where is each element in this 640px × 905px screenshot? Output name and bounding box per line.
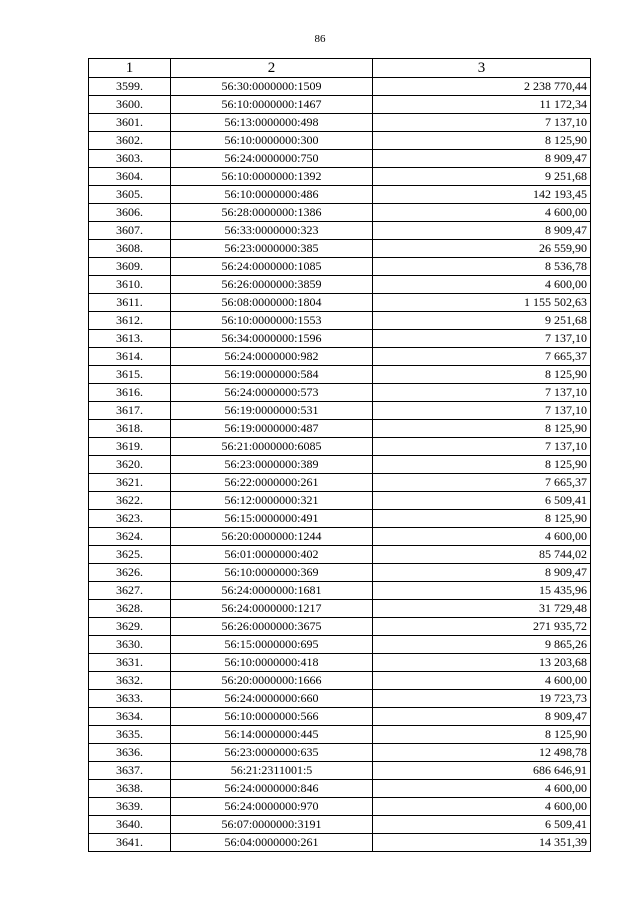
table-row — [89, 150, 591, 168]
cadastral-number-cell: 56:14:0000000:445 — [171, 726, 373, 744]
cadastral-number-cell: 56:23:0000000:385 — [171, 240, 373, 258]
value-cell: 8 125,90 — [373, 510, 591, 528]
table-row — [89, 672, 591, 690]
cadastral-number-cell: 56:04:0000000:261 — [171, 834, 373, 852]
cadastral-number-cell: 56:24:0000000:846 — [171, 780, 373, 798]
table-row — [89, 294, 591, 312]
cadastral-number-cell: 56:10:0000000:300 — [171, 132, 373, 150]
value-cell: 8 125,90 — [373, 456, 591, 474]
cadastral-number-cell: 56:07:0000000:3191 — [171, 816, 373, 834]
table-row — [89, 168, 591, 186]
cadastral-number-cell: 56:30:0000000:1509 — [171, 78, 373, 96]
table-row — [89, 528, 591, 546]
row-number-cell: 3639. — [89, 798, 171, 816]
data-table — [88, 58, 591, 852]
value-cell: 4 600,00 — [373, 672, 591, 690]
value-cell: 7 665,37 — [373, 348, 591, 366]
value-cell: 4 600,00 — [373, 780, 591, 798]
cadastral-number-cell: 56:15:0000000:491 — [171, 510, 373, 528]
row-number-cell: 3634. — [89, 708, 171, 726]
row-number-cell: 3631. — [89, 654, 171, 672]
row-number-cell: 3620. — [89, 456, 171, 474]
row-number-cell: 3638. — [89, 780, 171, 798]
row-number-cell: 3632. — [89, 672, 171, 690]
row-number-cell: 3636. — [89, 744, 171, 762]
cadastral-number-cell: 56:24:0000000:970 — [171, 798, 373, 816]
table-row — [89, 456, 591, 474]
cadastral-number-cell: 56:13:0000000:498 — [171, 114, 373, 132]
row-number-cell: 3604. — [89, 168, 171, 186]
value-cell: 4 600,00 — [373, 528, 591, 546]
cadastral-number-cell: 56:23:0000000:635 — [171, 744, 373, 762]
value-cell: 7 137,10 — [373, 402, 591, 420]
table-header-row — [89, 59, 591, 78]
row-number-cell: 3612. — [89, 312, 171, 330]
table-row — [89, 96, 591, 114]
cadastral-number-cell: 56:24:0000000:1217 — [171, 600, 373, 618]
cadastral-number-cell: 56:24:0000000:982 — [171, 348, 373, 366]
table-row — [89, 258, 591, 276]
value-cell: 6 509,41 — [373, 492, 591, 510]
column-header-3: 3 — [373, 59, 591, 78]
value-cell: 7 137,10 — [373, 438, 591, 456]
cadastral-number-cell: 56:10:0000000:486 — [171, 186, 373, 204]
table-row — [89, 204, 591, 222]
row-number-cell: 3625. — [89, 546, 171, 564]
cadastral-number-cell: 56:28:0000000:1386 — [171, 204, 373, 222]
table-row — [89, 114, 591, 132]
table-row — [89, 240, 591, 258]
value-cell: 7 665,37 — [373, 474, 591, 492]
cadastral-number-cell: 56:24:0000000:1085 — [171, 258, 373, 276]
table-row — [89, 762, 591, 780]
value-cell: 8 909,47 — [373, 222, 591, 240]
table-row — [89, 654, 591, 672]
cadastral-number-cell: 56:24:0000000:750 — [171, 150, 373, 168]
table-row — [89, 222, 591, 240]
row-number-cell: 3621. — [89, 474, 171, 492]
table-row — [89, 276, 591, 294]
table-row — [89, 582, 591, 600]
value-cell: 8 125,90 — [373, 366, 591, 384]
table-row — [89, 600, 591, 618]
row-number-cell: 3606. — [89, 204, 171, 222]
value-cell: 8 909,47 — [373, 708, 591, 726]
table-row — [89, 312, 591, 330]
value-cell: 8 125,90 — [373, 726, 591, 744]
row-number-cell: 3601. — [89, 114, 171, 132]
row-number-cell: 3640. — [89, 816, 171, 834]
table-row — [89, 618, 591, 636]
row-number-cell: 3619. — [89, 438, 171, 456]
row-number-cell: 3609. — [89, 258, 171, 276]
value-cell: 8 909,47 — [373, 150, 591, 168]
cadastral-number-cell: 56:20:0000000:1666 — [171, 672, 373, 690]
cadastral-number-cell: 56:10:0000000:566 — [171, 708, 373, 726]
cadastral-number-cell: 56:20:0000000:1244 — [171, 528, 373, 546]
cadastral-number-cell: 56:22:0000000:261 — [171, 474, 373, 492]
table-row — [89, 816, 591, 834]
row-number-cell: 3633. — [89, 690, 171, 708]
row-number-cell: 3608. — [89, 240, 171, 258]
cadastral-number-cell: 56:21:0000000:6085 — [171, 438, 373, 456]
value-cell: 31 729,48 — [373, 600, 591, 618]
value-cell: 4 600,00 — [373, 798, 591, 816]
row-number-cell: 3627. — [89, 582, 171, 600]
row-number-cell: 3616. — [89, 384, 171, 402]
table-row — [89, 402, 591, 420]
cadastral-number-cell: 56:24:0000000:1681 — [171, 582, 373, 600]
value-cell: 9 251,68 — [373, 168, 591, 186]
row-number-cell: 3637. — [89, 762, 171, 780]
table-row — [89, 474, 591, 492]
cadastral-number-cell: 56:10:0000000:1553 — [171, 312, 373, 330]
table-row — [89, 384, 591, 402]
row-number-cell: 3610. — [89, 276, 171, 294]
row-number-cell: 3613. — [89, 330, 171, 348]
cadastral-number-cell: 56:10:0000000:1467 — [171, 96, 373, 114]
table-row — [89, 510, 591, 528]
value-cell: 15 435,96 — [373, 582, 591, 600]
table-row — [89, 798, 591, 816]
row-number-cell: 3615. — [89, 366, 171, 384]
value-cell: 271 935,72 — [373, 618, 591, 636]
table-row — [89, 690, 591, 708]
table-row — [89, 348, 591, 366]
row-number-cell: 3617. — [89, 402, 171, 420]
table-row — [89, 492, 591, 510]
cadastral-number-cell: 56:26:0000000:3859 — [171, 276, 373, 294]
table-row — [89, 546, 591, 564]
cadastral-number-cell: 56:19:0000000:531 — [171, 402, 373, 420]
value-cell: 142 193,45 — [373, 186, 591, 204]
value-cell: 14 351,39 — [373, 834, 591, 852]
value-cell: 7 137,10 — [373, 114, 591, 132]
row-number-cell: 3599. — [89, 78, 171, 96]
table-row — [89, 366, 591, 384]
value-cell: 11 172,34 — [373, 96, 591, 114]
row-number-cell: 3607. — [89, 222, 171, 240]
row-number-cell: 3635. — [89, 726, 171, 744]
value-cell: 19 723,73 — [373, 690, 591, 708]
row-number-cell: 3611. — [89, 294, 171, 312]
column-header-1: 1 — [89, 59, 171, 78]
cadastral-number-cell: 56:19:0000000:487 — [171, 420, 373, 438]
table-row — [89, 780, 591, 798]
cadastral-number-cell: 56:01:0000000:402 — [171, 546, 373, 564]
cadastral-number-cell: 56:23:0000000:389 — [171, 456, 373, 474]
row-number-cell: 3622. — [89, 492, 171, 510]
value-cell: 1 155 502,63 — [373, 294, 591, 312]
value-cell: 7 137,10 — [373, 330, 591, 348]
value-cell: 8 909,47 — [373, 564, 591, 582]
row-number-cell: 3626. — [89, 564, 171, 582]
value-cell: 4 600,00 — [373, 276, 591, 294]
table-row — [89, 744, 591, 762]
table-row — [89, 132, 591, 150]
value-cell: 2 238 770,44 — [373, 78, 591, 96]
row-number-cell: 3603. — [89, 150, 171, 168]
cadastral-number-cell: 56:33:0000000:323 — [171, 222, 373, 240]
value-cell: 8 536,78 — [373, 258, 591, 276]
value-cell: 6 509,41 — [373, 816, 591, 834]
cadastral-number-cell: 56:19:0000000:584 — [171, 366, 373, 384]
value-cell: 686 646,91 — [373, 762, 591, 780]
cadastral-number-cell: 56:10:0000000:1392 — [171, 168, 373, 186]
table-row — [89, 420, 591, 438]
cadastral-number-cell: 56:34:0000000:1596 — [171, 330, 373, 348]
row-number-cell: 3605. — [89, 186, 171, 204]
cadastral-number-cell: 56:15:0000000:695 — [171, 636, 373, 654]
table-row — [89, 726, 591, 744]
value-cell: 9 865,26 — [373, 636, 591, 654]
row-number-cell: 3614. — [89, 348, 171, 366]
table-row — [89, 834, 591, 852]
page-number: 86 — [314, 33, 326, 45]
cadastral-number-cell: 56:08:0000000:1804 — [171, 294, 373, 312]
table-row — [89, 330, 591, 348]
row-number-cell: 3618. — [89, 420, 171, 438]
cadastral-number-cell: 56:24:0000000:660 — [171, 690, 373, 708]
value-cell: 8 125,90 — [373, 132, 591, 150]
row-number-cell: 3602. — [89, 132, 171, 150]
value-cell: 9 251,68 — [373, 312, 591, 330]
column-header-2: 2 — [171, 59, 373, 78]
table-row — [89, 78, 591, 96]
row-number-cell: 3600. — [89, 96, 171, 114]
cadastral-number-cell: 56:21:2311001:5 — [171, 762, 373, 780]
cadastral-number-cell: 56:12:0000000:321 — [171, 492, 373, 510]
row-number-cell: 3623. — [89, 510, 171, 528]
table-row — [89, 438, 591, 456]
cadastral-number-cell: 56:24:0000000:573 — [171, 384, 373, 402]
table-row — [89, 564, 591, 582]
table-row — [89, 708, 591, 726]
cadastral-number-cell: 56:10:0000000:418 — [171, 654, 373, 672]
value-cell: 7 137,10 — [373, 384, 591, 402]
row-number-cell: 3641. — [89, 834, 171, 852]
value-cell: 8 125,90 — [373, 420, 591, 438]
value-cell: 13 203,68 — [373, 654, 591, 672]
row-number-cell: 3629. — [89, 618, 171, 636]
value-cell: 4 600,00 — [373, 204, 591, 222]
table-body — [89, 78, 591, 852]
cadastral-number-cell: 56:26:0000000:3675 — [171, 618, 373, 636]
row-number-cell: 3628. — [89, 600, 171, 618]
value-cell: 85 744,02 — [373, 546, 591, 564]
row-number-cell: 3624. — [89, 528, 171, 546]
row-number-cell: 3630. — [89, 636, 171, 654]
table-row — [89, 636, 591, 654]
value-cell: 12 498,78 — [373, 744, 591, 762]
table-row — [89, 186, 591, 204]
value-cell: 26 559,90 — [373, 240, 591, 258]
cadastral-number-cell: 56:10:0000000:369 — [171, 564, 373, 582]
